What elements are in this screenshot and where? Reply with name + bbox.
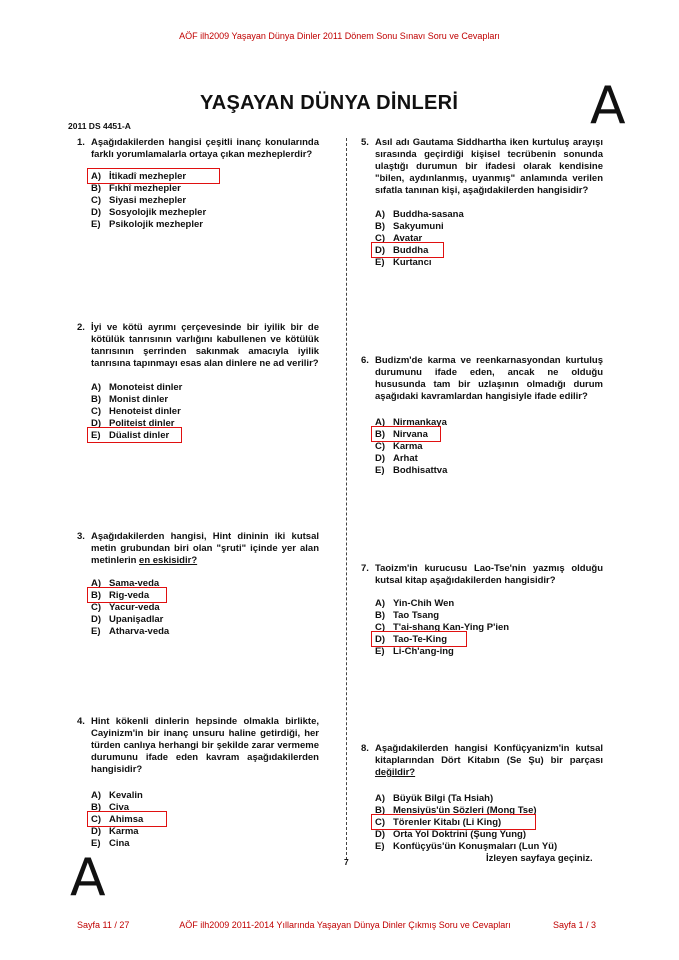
- question-stem: Budizm'de karma ve reenkarnasyondan kurtuluş durumunu ifade eden, ancak ne olduğu hususunda tam bir uzlaşının olmadığı durum aşağıdaki kavramlardan hangisiyle ifade edilir?: [375, 355, 603, 402]
- booklet-letter-bottom: A: [70, 848, 106, 908]
- question-8: [361, 743, 603, 853]
- option-d: D) Karma: [91, 826, 139, 837]
- question-stem: Taoizm'in kurucusu Lao-Tse'nin yazmış olduğu kutsal kitap aşağıdakilerden hangisidir?: [375, 563, 603, 586]
- footer-page-of: Sayfa 1 / 3: [553, 920, 597, 930]
- footer-title: AÖF ilh2009 2011-2014 Yıllarında Yaşayan Dünya Dinler Çıkmış Soru ve Cevapları: [179, 920, 511, 930]
- option-e: E) Li-Ch'ang-ing: [375, 646, 454, 657]
- question-6: [361, 355, 603, 477]
- option-e: E) Psikolojik mezhepler: [91, 219, 203, 230]
- question-2: [77, 322, 319, 442]
- question-number: 4.: [77, 716, 85, 727]
- option-b: B) Monist dinler: [91, 394, 169, 405]
- option-d: D) Orta Yol Doktrini (Şung Yung): [375, 829, 527, 840]
- footer-page-count: Sayfa 11 / 27: [77, 920, 130, 930]
- question-number: 2.: [77, 322, 85, 333]
- option-a: A) Sama-veda: [91, 578, 160, 589]
- question-stem: Aşağıdakilerden hangisi çeşitli inanç konularında farklı yorumlamalarla ortaya çıkan mezheplerdir?: [91, 137, 319, 160]
- option-b: B) Sakyumuni: [375, 221, 444, 232]
- emphasis-underlined: değildir?: [375, 767, 416, 778]
- option-b: B) Mensiyüs'ün Sözleri (Mong Tse): [375, 805, 537, 816]
- option-a: A) Monoteist dinler: [91, 382, 183, 393]
- question-number: 5.: [361, 137, 369, 148]
- option-d: D) Upanişadlar: [91, 614, 164, 625]
- option-b-correct: B) Rig-veda: [91, 590, 319, 602]
- option-d: D) Arhat: [375, 453, 418, 464]
- option-c: C) Karma: [375, 441, 423, 452]
- question-stem: İyi ve kötü ayrımı çerçevesinde bir iyilik bir de kötülük tanrısının varlığını kabullenen ve kötülük tanrısının şerrinden sakınmak amacıyla iyilik tanrısına tapınmayı esas alan dinlere ne ad verilir?: [91, 322, 319, 369]
- option-b: B) Civa: [91, 802, 130, 813]
- column-divider: [346, 138, 347, 860]
- question-number: 3.: [77, 531, 85, 542]
- option-c-correct: C) Törenler Kitabı (Li King): [375, 817, 603, 829]
- question-number: 6.: [361, 355, 369, 366]
- exam-code: 2011 DS 4451-A: [68, 121, 131, 131]
- option-a: A) Nirmankaya: [375, 417, 447, 428]
- page-title: YAŞAYAN DÜNYA DİNLERİ: [200, 92, 459, 114]
- option-d: D) Sosyolojik mezhepler: [91, 207, 207, 218]
- option-e-correct: E) Düalist dinler: [91, 430, 319, 442]
- question-stem: Aşağıdakilerden hangisi, Hint dininin iki kutsal metin grubundan biri olan "şruti" içinde yer alan metinlerin en eskisidir?: [91, 531, 319, 566]
- option-b: B) Tao Tsang: [375, 610, 440, 621]
- option-a: A) Buddha-sasana: [375, 209, 464, 220]
- question-3: [77, 531, 319, 638]
- option-e: E) Kurtancı: [375, 257, 432, 268]
- option-a: A) Yin-Chih Wen: [375, 598, 455, 609]
- question-stem: Asıl adı Gautama Siddhartha iken kurtuluş arayışı sırasında geçirdiği kişisel tecrübenin sonunda ulaştığı durumun bir ifadesi olarak kendisine "bilen, aydınlanmış, uyanmış" anlamında verilen sıfatla tanınan kişi, aşağıdakilerden hangisidir?: [375, 137, 603, 196]
- option-b: B) Fıkhî mezhepler: [91, 183, 181, 194]
- question-number: 1.: [77, 137, 85, 148]
- question-stem: Aşağıdakilerden hangisi Konfüçyanizm'in kutsal kitaplarından Dört Kitabın (Se Şu) bir parçası değildir?: [375, 743, 603, 778]
- option-d-correct: D) Tao-Te-King: [375, 634, 603, 646]
- booklet-letter-top: A: [590, 76, 626, 136]
- emphasis-underlined: en eskisidir?: [139, 555, 198, 566]
- question-5: [361, 137, 603, 269]
- next-page-note: İzleyen sayfaya geçiniz.: [486, 853, 593, 864]
- question-7: [361, 563, 603, 658]
- option-c-correct: C) Ahimsa: [91, 814, 319, 826]
- question-stem: Hint kökenli dinlerin hepsinde olmakla birlikte, Cayinizm'in bir inanç unsuru haline getirdiği, her türden canlıya herhangi bir şekilde zarar vermeme durumunu ifade eden kavram aşağıdakilerden hangisidir?: [91, 716, 319, 775]
- option-c: C) Siyasi mezhepler: [91, 195, 187, 206]
- option-d: D) Politeist dinler: [91, 418, 175, 429]
- option-a: A) Kevalin: [91, 790, 143, 801]
- option-c: C) Yacur-veda: [91, 602, 160, 613]
- option-c: C) Henoteist dinler: [91, 406, 181, 417]
- page-number: 7: [344, 857, 349, 867]
- option-e: E) Bodhisattva: [375, 465, 448, 476]
- question-1: [77, 137, 319, 231]
- question-number: 7.: [361, 563, 369, 574]
- option-e: E) Cina: [91, 838, 130, 849]
- option-e: E) Konfüçyüs'ün Konuşmaları (Lun Yü): [375, 841, 558, 852]
- option-e: E) Atharva-veda: [91, 626, 170, 637]
- option-c: C) Avatar: [375, 233, 423, 244]
- option-a: A) Büyük Bilgi (Ta Hsiah): [375, 793, 494, 804]
- option-a-correct: A) İtikadî mezhepler: [91, 171, 319, 183]
- question-number: 8.: [361, 743, 369, 754]
- document-header: AÖF ilh2009 Yaşayan Dünya Dinler 2011 Dönem Sonu Sınavı Soru ve Cevapları: [179, 31, 500, 41]
- question-4: [77, 716, 319, 850]
- option-c: C) T'ai-shang Kan-Ying P'ien: [375, 622, 510, 633]
- option-d-correct: D) Buddha: [375, 245, 603, 257]
- option-b-correct: B) Nirvana: [375, 429, 603, 441]
